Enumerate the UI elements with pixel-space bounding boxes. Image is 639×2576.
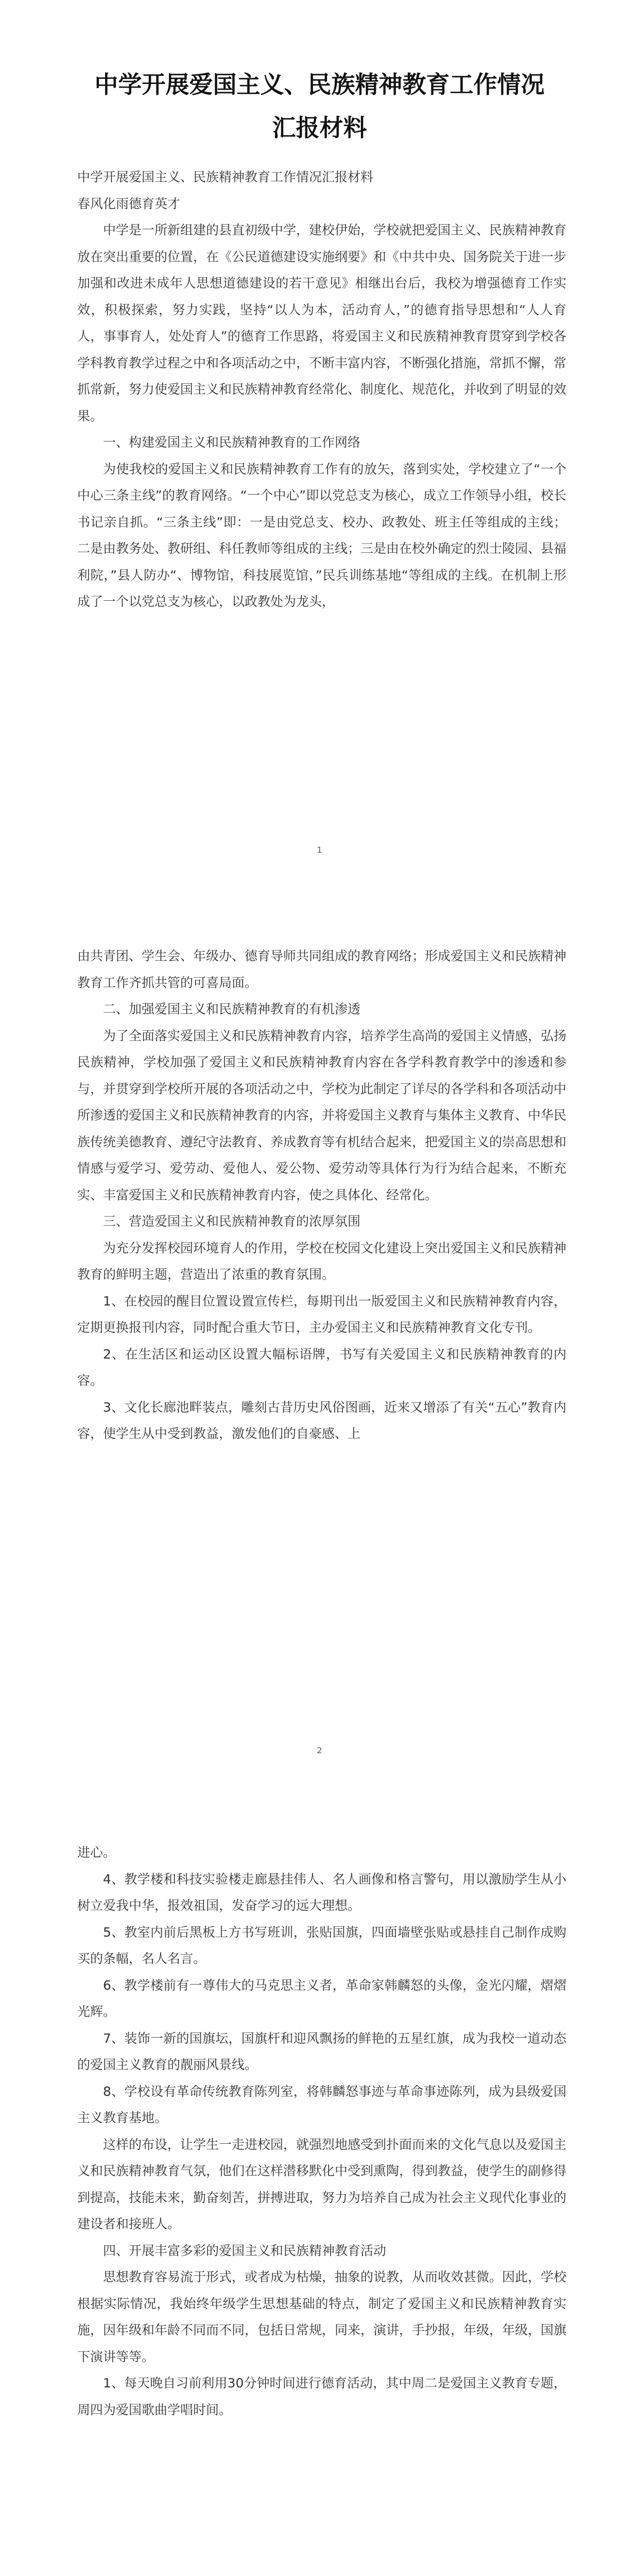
paragraph: 春风化雨德育英才 — [77, 196, 181, 211]
document-title-line2: 汇报材料 — [272, 114, 367, 142]
paragraph: 进心。 — [77, 1845, 116, 1860]
section-heading: 四、开展丰富多彩的爱国主义和民族精神教育活动 — [103, 2243, 387, 2258]
document-title-line1: 中学开展爱国主义、民族精神教育工作情况 — [94, 71, 545, 98]
list-item: 2、在生活区和运动区设置大幅标语牌，书写有关爱国主义和民族精神教育的内容。 — [77, 1346, 566, 1388]
section-heading: 三、营造爱国主义和民族精神教育的浓厚氛围 — [103, 1214, 361, 1229]
paragraph: 为使我校的爱国主义和民族精神教育工作有的放矢，落到实处，学校建立了“一个中心三条主线”的教育网络。“一个中心”即以党总支为核心，成立工作领导小组，校长书记亲自抓。“三条主线”即：一是由党总支、校办、政教处、班主任等组成的主线；二是由教务处、教研组、科任教师等组成的主线；三是由在校外确定的烈士陵园、县福利院，”县人防办“、博物馆，科技展览馆，”民兵训练基地“等组成的主线。在机制上形成了一个以党总支为核心，以政教处为龙头， — [77, 461, 567, 609]
list-item: 1、在校园的醒目位置设置宣传栏，每期刊出一版爱国主义和民族精神教育内容，定期更换报刊内容，同时配合重大节日，主办爱国主义和民族精神教育文化专刊。 — [77, 1293, 566, 1335]
paragraph: 中学开展爱国主义、民族精神教育工作情况汇报材料 — [77, 170, 374, 184]
paragraph: 由共青团、学生会、年级办、德育导师共同组成的教育网络；形成爱国主义和民族精神教育工作齐抓共管的可喜局面。 — [77, 948, 567, 990]
page-number: 1 — [317, 845, 322, 855]
paragraph: 中学是一所新组建的县直初级中学，建校伊始，学校就把爱国主义、民族精神教育放在突出重要的位置，在《公民道德建设实施纲要》和《中共中央、国务院关于进一步加强和改进未成年人思想道德建设的若干意见》相继出台后，我校为增强德育工作实效，积极探索，努力实践，坚持“以人为本，活动育人，”的德育指导思想和“人人育人，事事育人，处处育人”的德育工作思路，将爱国主义和民族精神教育贯穿到学校各学科教育教学过程之中和各项活动之中，不断丰富内容，不断强化措施，常抓不懈，常抓常新，努力使爱国主义和民族精神教育经常化、制度化、规范化，并收到了明显的效果。 — [77, 223, 567, 423]
page-number: 2 — [317, 1745, 322, 1755]
paragraph: 为充分发挥校园环境育人的作用，学校在校园文化建设上突出爱国主义和民族精神教育的鲜明主题，营造出了浓重的教育氛围。 — [77, 1240, 567, 1282]
page-2-body — [77, 943, 566, 1447]
list-item: 1、每天晚自习前利用30分钟时间进行德育活动，其中周二是爱国主义教育专题，周四为爱国歌曲学唱时间。 — [77, 2376, 566, 2417]
list-item: 6、教学楼前有一尊伟大的马克思主义者，革命家韩麟怒的头像，金光闪耀，熠熠光辉。 — [77, 1977, 566, 2019]
list-item: 4、教学楼和科技实验楼走廊悬挂伟人、名人画像和格言警句，用以激励学生从小树立爱我中华，报效祖国，发奋学习的远大理想。 — [77, 1871, 566, 1913]
list-item: 8、学校设有革命传统教育陈列室，将韩麟怒事迹与革命事迹陈列，成为县级爱国主义教育基地。 — [77, 2083, 566, 2125]
list-item: 7、装饰一新的国旗坛，国旗杆和迎风飘扬的鲜艳的五星红旗，成为我校一道动态的爱国主义教育的靓丽风景线。 — [77, 2030, 566, 2072]
page-3-body — [77, 1839, 566, 2423]
paragraph: 这样的布设，让学生一走进校园，就强烈地感受到扑面而来的文化气息以及爱国主义和民族精神教育气氛，他们在这样潜移默化中受到熏陶，得到教益，使学生的副修得到提高，技能未来，勤奋刻苦，拼搏进取，努力为培养自己成为社会主义现代化事业的建设者和接班人。 — [77, 2137, 567, 2231]
paragraph: 为了全面落实爱国主义和民族精神教育内容，培养学生高尚的爱国主义情感，弘扬民族精神，学校加强了爱国主义和民族精神教育内容在各学科教育教学中的渗透和参与，并贯穿到学校所开展的各项活动之中，学校为此制定了详尽的各学科和各项活动中所渗透的爱国主义和民族精神教育的内容，并将爱国主义教育与集体主义教育、中华民族传统美德教育、遵纪守法教育、养成教育等有机结合起来，把爱国主义的崇高思想和情感与爱学习、爱劳动、爱他人、爱公物、爱劳动等具体行为行为结合起来，不断充实、丰富爱国主义和民族精神教育内容，使之具体化、经常化。 — [77, 1028, 567, 1202]
list-item: 5、教室内前后黑板上方书写班训，张贴国旗，四面墙壁张贴或悬挂自己制作成购买的条幅，名人名言。 — [77, 1924, 566, 1966]
list-item: 3、文化长廊池畔装点，雕刻古昔历史风俗图画，近来又增添了有关“五心”教育内容，使学生从中受到教益，激发他们的自豪感、上 — [77, 1399, 566, 1441]
section-heading: 二、加强爱国主义和民族精神教育的有机渗透 — [103, 1002, 361, 1016]
section-heading: 一、构建爱国主义和民族精神教育的工作网络 — [103, 435, 361, 450]
page-1-body — [77, 164, 566, 615]
paragraph: 思想教育容易流于形式，或者成为枯燥，抽象的说教，从而收效甚微。因此，学校根据实际情况，我始终年级学生思想基础的特点，制定了爱国主义和民族精神教育实施，因年级和年龄不同而不同，包括日常规，同来，演讲，手抄报，年级，年级，国旗下演讲等等。 — [77, 2269, 567, 2364]
